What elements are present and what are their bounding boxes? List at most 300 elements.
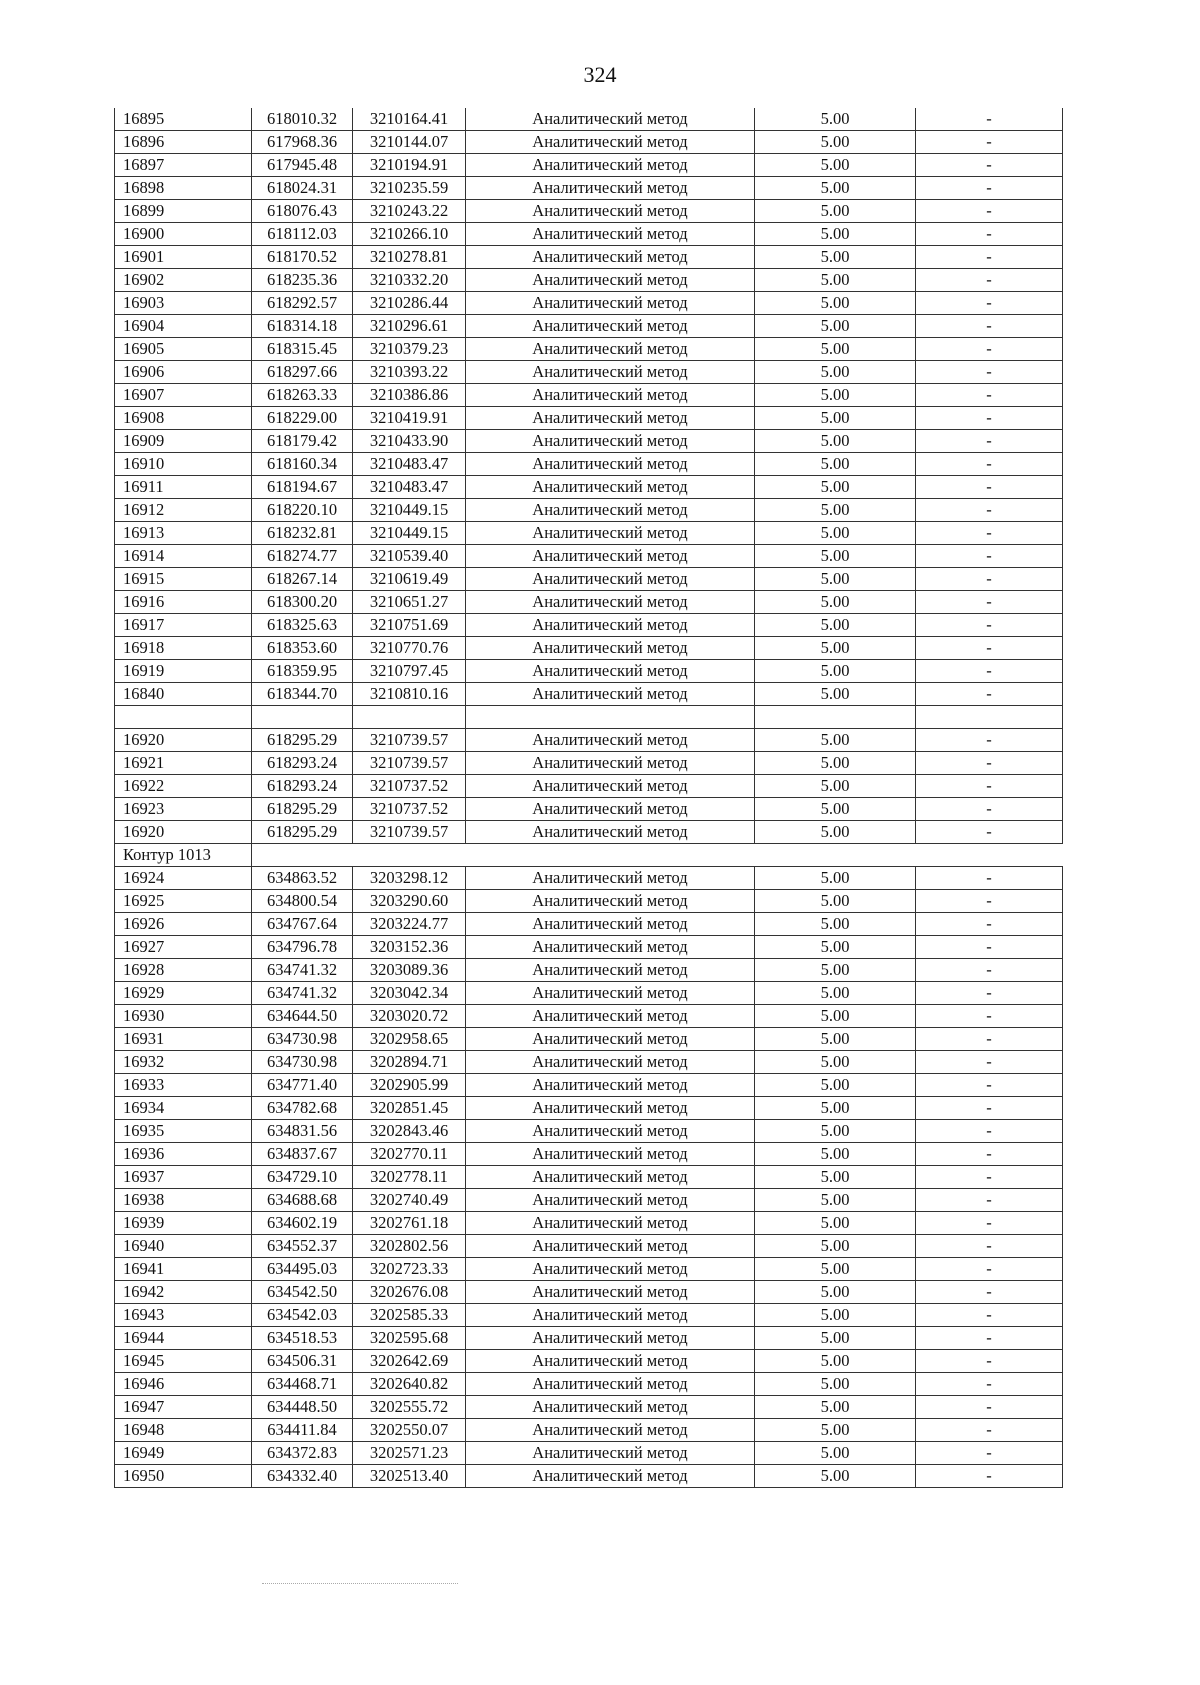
method-cell: Аналитический метод bbox=[466, 1373, 755, 1396]
point-id-cell: 16940 bbox=[115, 1235, 252, 1258]
table-row bbox=[115, 269, 1063, 292]
point-id-cell: 16916 bbox=[115, 591, 252, 614]
y-coordinate-cell: 3210619.49 bbox=[353, 568, 466, 591]
point-id-cell: 16925 bbox=[115, 890, 252, 913]
method-cell: Аналитический метод bbox=[466, 1143, 755, 1166]
y-coordinate-cell: 3210332.20 bbox=[353, 269, 466, 292]
precision-cell: 5.00 bbox=[755, 223, 916, 246]
x-coordinate-cell: 634741.32 bbox=[252, 959, 353, 982]
x-coordinate-cell: 634644.50 bbox=[252, 1005, 353, 1028]
note-cell: - bbox=[916, 1258, 1063, 1281]
y-coordinate-cell: 3202843.46 bbox=[353, 1120, 466, 1143]
table-row bbox=[115, 775, 1063, 798]
point-id-cell: 16912 bbox=[115, 499, 252, 522]
point-id-cell: 16938 bbox=[115, 1189, 252, 1212]
point-id-cell: 16950 bbox=[115, 1465, 252, 1488]
point-id-cell: 16928 bbox=[115, 959, 252, 982]
y-coordinate-cell: 3202640.82 bbox=[353, 1373, 466, 1396]
table-row bbox=[115, 637, 1063, 660]
note-cell: - bbox=[916, 246, 1063, 269]
empty-cell bbox=[466, 844, 755, 867]
x-coordinate-cell: 634767.64 bbox=[252, 913, 353, 936]
y-coordinate-cell: 3210739.57 bbox=[353, 821, 466, 844]
point-id-cell: 16944 bbox=[115, 1327, 252, 1350]
note-cell: - bbox=[916, 890, 1063, 913]
method-cell: Аналитический метод bbox=[466, 1442, 755, 1465]
table-row bbox=[115, 223, 1063, 246]
x-coordinate-cell: 634729.10 bbox=[252, 1166, 353, 1189]
x-coordinate-cell: 618314.18 bbox=[252, 315, 353, 338]
x-coordinate-cell: 618295.29 bbox=[252, 821, 353, 844]
point-id-cell: 16897 bbox=[115, 154, 252, 177]
point-id-cell: 16906 bbox=[115, 361, 252, 384]
blank-row bbox=[115, 706, 1063, 729]
note-cell: - bbox=[916, 1097, 1063, 1120]
method-cell: Аналитический метод bbox=[466, 384, 755, 407]
table-row bbox=[115, 1373, 1063, 1396]
table-row bbox=[115, 890, 1063, 913]
point-id-cell: 16945 bbox=[115, 1350, 252, 1373]
method-cell: Аналитический метод bbox=[466, 1166, 755, 1189]
precision-cell: 5.00 bbox=[755, 1028, 916, 1051]
precision-cell: 5.00 bbox=[755, 591, 916, 614]
x-coordinate-cell: 634602.19 bbox=[252, 1212, 353, 1235]
note-cell: - bbox=[916, 108, 1063, 131]
table-row bbox=[115, 361, 1063, 384]
table-row bbox=[115, 1419, 1063, 1442]
method-cell: Аналитический метод bbox=[466, 108, 755, 131]
point-id-cell: 16948 bbox=[115, 1419, 252, 1442]
x-coordinate-cell: 634837.67 bbox=[252, 1143, 353, 1166]
method-cell: Аналитический метод bbox=[466, 522, 755, 545]
note-cell: - bbox=[916, 798, 1063, 821]
point-id-cell: 16905 bbox=[115, 338, 252, 361]
table-row bbox=[115, 1350, 1063, 1373]
table-row bbox=[115, 1189, 1063, 1212]
y-coordinate-cell: 3210144.07 bbox=[353, 131, 466, 154]
point-id-cell: 16898 bbox=[115, 177, 252, 200]
table-row bbox=[115, 591, 1063, 614]
y-coordinate-cell: 3202740.49 bbox=[353, 1189, 466, 1212]
table-row bbox=[115, 476, 1063, 499]
table-row bbox=[115, 177, 1063, 200]
y-coordinate-cell: 3210737.52 bbox=[353, 775, 466, 798]
point-id-cell: 16915 bbox=[115, 568, 252, 591]
method-cell: Аналитический метод bbox=[466, 1028, 755, 1051]
precision-cell: 5.00 bbox=[755, 131, 916, 154]
x-coordinate-cell: 618229.00 bbox=[252, 407, 353, 430]
precision-cell: 5.00 bbox=[755, 1143, 916, 1166]
method-cell: Аналитический метод bbox=[466, 315, 755, 338]
note-cell: - bbox=[916, 1281, 1063, 1304]
point-id-cell: 16914 bbox=[115, 545, 252, 568]
note-cell: - bbox=[916, 775, 1063, 798]
y-coordinate-cell: 3202851.45 bbox=[353, 1097, 466, 1120]
y-coordinate-cell: 3210449.15 bbox=[353, 522, 466, 545]
precision-cell: 5.00 bbox=[755, 154, 916, 177]
note-cell: - bbox=[916, 499, 1063, 522]
table-row bbox=[115, 1005, 1063, 1028]
precision-cell: 5.00 bbox=[755, 292, 916, 315]
precision-cell: 5.00 bbox=[755, 752, 916, 775]
method-cell: Аналитический метод bbox=[466, 1281, 755, 1304]
method-cell: Аналитический метод bbox=[466, 821, 755, 844]
precision-cell: 5.00 bbox=[755, 568, 916, 591]
y-coordinate-cell: 3202595.68 bbox=[353, 1327, 466, 1350]
method-cell: Аналитический метод bbox=[466, 361, 755, 384]
y-coordinate-cell: 3210433.90 bbox=[353, 430, 466, 453]
point-id-cell: 16936 bbox=[115, 1143, 252, 1166]
x-coordinate-cell: 634332.40 bbox=[252, 1465, 353, 1488]
table-row bbox=[115, 752, 1063, 775]
point-id-cell: 16930 bbox=[115, 1005, 252, 1028]
method-cell: Аналитический метод bbox=[466, 131, 755, 154]
note-cell: - bbox=[916, 1051, 1063, 1074]
precision-cell: 5.00 bbox=[755, 982, 916, 1005]
precision-cell: 5.00 bbox=[755, 1419, 916, 1442]
method-cell: Аналитический метод bbox=[466, 752, 755, 775]
table-row bbox=[115, 1442, 1063, 1465]
precision-cell: 5.00 bbox=[755, 1396, 916, 1419]
x-coordinate-cell: 618263.33 bbox=[252, 384, 353, 407]
empty-cell bbox=[916, 844, 1063, 867]
precision-cell: 5.00 bbox=[755, 269, 916, 292]
y-coordinate-cell: 3210751.69 bbox=[353, 614, 466, 637]
x-coordinate-cell: 634495.03 bbox=[252, 1258, 353, 1281]
y-coordinate-cell: 3203042.34 bbox=[353, 982, 466, 1005]
table-body bbox=[115, 108, 1063, 1488]
y-coordinate-cell: 3202778.11 bbox=[353, 1166, 466, 1189]
table-row bbox=[115, 798, 1063, 821]
point-id-cell: 16932 bbox=[115, 1051, 252, 1074]
x-coordinate-cell: 634863.52 bbox=[252, 867, 353, 890]
y-coordinate-cell: 3210243.22 bbox=[353, 200, 466, 223]
method-cell: Аналитический метод bbox=[466, 729, 755, 752]
point-id-cell: 16929 bbox=[115, 982, 252, 1005]
table-row bbox=[115, 154, 1063, 177]
table-row bbox=[115, 568, 1063, 591]
table-row bbox=[115, 430, 1063, 453]
y-coordinate-cell: 3210286.44 bbox=[353, 292, 466, 315]
y-coordinate-cell: 3202894.71 bbox=[353, 1051, 466, 1074]
note-cell: - bbox=[916, 1396, 1063, 1419]
method-cell: Аналитический метод bbox=[466, 453, 755, 476]
precision-cell: 5.00 bbox=[755, 1304, 916, 1327]
coordinates-table bbox=[114, 108, 1063, 1488]
note-cell: - bbox=[916, 1005, 1063, 1028]
table-row bbox=[115, 246, 1063, 269]
point-id-cell: 16904 bbox=[115, 315, 252, 338]
x-coordinate-cell: 634542.50 bbox=[252, 1281, 353, 1304]
note-cell: - bbox=[916, 821, 1063, 844]
note-cell: - bbox=[916, 982, 1063, 1005]
note-cell: - bbox=[916, 1120, 1063, 1143]
x-coordinate-cell: 618274.77 bbox=[252, 545, 353, 568]
x-coordinate-cell: 634518.53 bbox=[252, 1327, 353, 1350]
precision-cell: 5.00 bbox=[755, 936, 916, 959]
precision-cell: 5.00 bbox=[755, 867, 916, 890]
precision-cell: 5.00 bbox=[755, 476, 916, 499]
point-id-cell: 16840 bbox=[115, 683, 252, 706]
method-cell: Аналитический метод bbox=[466, 223, 755, 246]
note-cell: - bbox=[916, 752, 1063, 775]
note-cell: - bbox=[916, 1143, 1063, 1166]
note-cell: - bbox=[916, 315, 1063, 338]
method-cell: Аналитический метод bbox=[466, 1235, 755, 1258]
y-coordinate-cell: 3210651.27 bbox=[353, 591, 466, 614]
precision-cell: 5.00 bbox=[755, 1350, 916, 1373]
note-cell: - bbox=[916, 614, 1063, 637]
y-coordinate-cell: 3210797.45 bbox=[353, 660, 466, 683]
precision-cell: 5.00 bbox=[755, 798, 916, 821]
method-cell: Аналитический метод bbox=[466, 660, 755, 683]
point-id-cell: 16909 bbox=[115, 430, 252, 453]
empty-cell bbox=[755, 706, 916, 729]
note-cell: - bbox=[916, 292, 1063, 315]
y-coordinate-cell: 3210379.23 bbox=[353, 338, 466, 361]
x-coordinate-cell: 634800.54 bbox=[252, 890, 353, 913]
table-row bbox=[115, 522, 1063, 545]
x-coordinate-cell: 618315.45 bbox=[252, 338, 353, 361]
table-row bbox=[115, 729, 1063, 752]
x-coordinate-cell: 634372.83 bbox=[252, 1442, 353, 1465]
x-coordinate-cell: 618076.43 bbox=[252, 200, 353, 223]
precision-cell: 5.00 bbox=[755, 384, 916, 407]
y-coordinate-cell: 3210770.76 bbox=[353, 637, 466, 660]
method-cell: Аналитический метод bbox=[466, 614, 755, 637]
y-coordinate-cell: 3203089.36 bbox=[353, 959, 466, 982]
x-coordinate-cell: 618300.20 bbox=[252, 591, 353, 614]
precision-cell: 5.00 bbox=[755, 1258, 916, 1281]
table-row bbox=[115, 292, 1063, 315]
point-id-cell: 16908 bbox=[115, 407, 252, 430]
method-cell: Аналитический метод bbox=[466, 177, 755, 200]
precision-cell: 5.00 bbox=[755, 1281, 916, 1304]
precision-cell: 5.00 bbox=[755, 407, 916, 430]
method-cell: Аналитический метод bbox=[466, 545, 755, 568]
precision-cell: 5.00 bbox=[755, 1442, 916, 1465]
table-row bbox=[115, 614, 1063, 637]
table-row bbox=[115, 407, 1063, 430]
precision-cell: 5.00 bbox=[755, 1327, 916, 1350]
table-row bbox=[115, 660, 1063, 683]
y-coordinate-cell: 3210449.15 bbox=[353, 499, 466, 522]
x-coordinate-cell: 634542.03 bbox=[252, 1304, 353, 1327]
page-number: 324 bbox=[583, 62, 617, 87]
note-cell: - bbox=[916, 591, 1063, 614]
method-cell: Аналитический метод bbox=[466, 292, 755, 315]
y-coordinate-cell: 3210278.81 bbox=[353, 246, 466, 269]
method-cell: Аналитический метод bbox=[466, 1189, 755, 1212]
note-cell: - bbox=[916, 154, 1063, 177]
note-cell: - bbox=[916, 1327, 1063, 1350]
table-row bbox=[115, 936, 1063, 959]
method-cell: Аналитический метод bbox=[466, 430, 755, 453]
note-cell: - bbox=[916, 683, 1063, 706]
note-cell: - bbox=[916, 1074, 1063, 1097]
empty-cell bbox=[755, 844, 916, 867]
y-coordinate-cell: 3210393.22 bbox=[353, 361, 466, 384]
method-cell: Аналитический метод bbox=[466, 246, 755, 269]
method-cell: Аналитический метод bbox=[466, 1005, 755, 1028]
y-coordinate-cell: 3210483.47 bbox=[353, 453, 466, 476]
method-cell: Аналитический метод bbox=[466, 1419, 755, 1442]
method-cell: Аналитический метод bbox=[466, 1074, 755, 1097]
x-coordinate-cell: 618295.29 bbox=[252, 729, 353, 752]
x-coordinate-cell: 634448.50 bbox=[252, 1396, 353, 1419]
table-row bbox=[115, 1120, 1063, 1143]
method-cell: Аналитический метод bbox=[466, 1396, 755, 1419]
point-id-cell: 16901 bbox=[115, 246, 252, 269]
note-cell: - bbox=[916, 1166, 1063, 1189]
table-row bbox=[115, 200, 1063, 223]
point-id-cell: 16926 bbox=[115, 913, 252, 936]
empty-cell bbox=[353, 706, 466, 729]
point-id-cell: 16939 bbox=[115, 1212, 252, 1235]
y-coordinate-cell: 3210539.40 bbox=[353, 545, 466, 568]
x-coordinate-cell: 618353.60 bbox=[252, 637, 353, 660]
point-id-cell: 16937 bbox=[115, 1166, 252, 1189]
y-coordinate-cell: 3202550.07 bbox=[353, 1419, 466, 1442]
method-cell: Аналитический метод bbox=[466, 890, 755, 913]
method-cell: Аналитический метод bbox=[466, 683, 755, 706]
note-cell: - bbox=[916, 407, 1063, 430]
y-coordinate-cell: 3210739.57 bbox=[353, 752, 466, 775]
note-cell: - bbox=[916, 177, 1063, 200]
note-cell: - bbox=[916, 1373, 1063, 1396]
x-coordinate-cell: 634552.37 bbox=[252, 1235, 353, 1258]
precision-cell: 5.00 bbox=[755, 913, 916, 936]
point-id-cell: 16947 bbox=[115, 1396, 252, 1419]
table-row bbox=[115, 1166, 1063, 1189]
table-row bbox=[115, 453, 1063, 476]
table-row bbox=[115, 108, 1063, 131]
method-cell: Аналитический метод bbox=[466, 798, 755, 821]
method-cell: Аналитический метод bbox=[466, 1258, 755, 1281]
table-row bbox=[115, 384, 1063, 407]
point-id-cell: 16919 bbox=[115, 660, 252, 683]
y-coordinate-cell: 3202585.33 bbox=[353, 1304, 466, 1327]
note-cell: - bbox=[916, 200, 1063, 223]
precision-cell: 5.00 bbox=[755, 430, 916, 453]
note-cell: - bbox=[916, 338, 1063, 361]
table-row bbox=[115, 1327, 1063, 1350]
method-cell: Аналитический метод bbox=[466, 338, 755, 361]
y-coordinate-cell: 3203290.60 bbox=[353, 890, 466, 913]
point-id-cell: 16896 bbox=[115, 131, 252, 154]
y-coordinate-cell: 3202761.18 bbox=[353, 1212, 466, 1235]
x-coordinate-cell: 618293.24 bbox=[252, 752, 353, 775]
table-row bbox=[115, 1143, 1063, 1166]
point-id-cell: 16910 bbox=[115, 453, 252, 476]
method-cell: Аналитический метод bbox=[466, 1350, 755, 1373]
note-cell: - bbox=[916, 453, 1063, 476]
y-coordinate-cell: 3210235.59 bbox=[353, 177, 466, 200]
note-cell: - bbox=[916, 1189, 1063, 1212]
note-cell: - bbox=[916, 1304, 1063, 1327]
x-coordinate-cell: 634730.98 bbox=[252, 1051, 353, 1074]
y-coordinate-cell: 3210483.47 bbox=[353, 476, 466, 499]
precision-cell: 5.00 bbox=[755, 200, 916, 223]
x-coordinate-cell: 634411.84 bbox=[252, 1419, 353, 1442]
table-row bbox=[115, 315, 1063, 338]
x-coordinate-cell: 618359.95 bbox=[252, 660, 353, 683]
y-coordinate-cell: 3210194.91 bbox=[353, 154, 466, 177]
x-coordinate-cell: 634796.78 bbox=[252, 936, 353, 959]
precision-cell: 5.00 bbox=[755, 499, 916, 522]
y-coordinate-cell: 3203298.12 bbox=[353, 867, 466, 890]
point-id-cell: 16949 bbox=[115, 1442, 252, 1465]
y-coordinate-cell: 3202513.40 bbox=[353, 1465, 466, 1488]
note-cell: - bbox=[916, 936, 1063, 959]
y-coordinate-cell: 3210266.10 bbox=[353, 223, 466, 246]
method-cell: Аналитический метод bbox=[466, 982, 755, 1005]
point-id-cell: 16931 bbox=[115, 1028, 252, 1051]
method-cell: Аналитический метод bbox=[466, 1051, 755, 1074]
empty-cell bbox=[466, 706, 755, 729]
precision-cell: 5.00 bbox=[755, 890, 916, 913]
precision-cell: 5.00 bbox=[755, 821, 916, 844]
method-cell: Аналитический метод bbox=[466, 499, 755, 522]
note-cell: - bbox=[916, 269, 1063, 292]
precision-cell: 5.00 bbox=[755, 108, 916, 131]
point-id-cell: 16911 bbox=[115, 476, 252, 499]
table-row bbox=[115, 1097, 1063, 1120]
precision-cell: 5.00 bbox=[755, 1074, 916, 1097]
note-cell: - bbox=[916, 1442, 1063, 1465]
y-coordinate-cell: 3202802.56 bbox=[353, 1235, 466, 1258]
table-row bbox=[115, 982, 1063, 1005]
x-coordinate-cell: 618220.10 bbox=[252, 499, 353, 522]
note-cell: - bbox=[916, 131, 1063, 154]
x-coordinate-cell: 618235.36 bbox=[252, 269, 353, 292]
x-coordinate-cell: 618293.24 bbox=[252, 775, 353, 798]
precision-cell: 5.00 bbox=[755, 338, 916, 361]
point-id-cell: 16921 bbox=[115, 752, 252, 775]
point-id-cell: 16943 bbox=[115, 1304, 252, 1327]
x-coordinate-cell: 617968.36 bbox=[252, 131, 353, 154]
precision-cell: 5.00 bbox=[755, 1005, 916, 1028]
precision-cell: 5.00 bbox=[755, 1166, 916, 1189]
table-row bbox=[115, 1051, 1063, 1074]
table-row bbox=[115, 1074, 1063, 1097]
precision-cell: 5.00 bbox=[755, 1465, 916, 1488]
table-row bbox=[115, 1258, 1063, 1281]
x-coordinate-cell: 618194.67 bbox=[252, 476, 353, 499]
precision-cell: 5.00 bbox=[755, 246, 916, 269]
y-coordinate-cell: 3203020.72 bbox=[353, 1005, 466, 1028]
y-coordinate-cell: 3202905.99 bbox=[353, 1074, 466, 1097]
point-id-cell: 16900 bbox=[115, 223, 252, 246]
y-coordinate-cell: 3210386.86 bbox=[353, 384, 466, 407]
x-coordinate-cell: 634468.71 bbox=[252, 1373, 353, 1396]
y-coordinate-cell: 3203152.36 bbox=[353, 936, 466, 959]
x-coordinate-cell: 634831.56 bbox=[252, 1120, 353, 1143]
note-cell: - bbox=[916, 660, 1063, 683]
x-coordinate-cell: 618170.52 bbox=[252, 246, 353, 269]
method-cell: Аналитический метод bbox=[466, 1465, 755, 1488]
empty-cell bbox=[916, 706, 1063, 729]
note-cell: - bbox=[916, 1419, 1063, 1442]
table-row bbox=[115, 545, 1063, 568]
table-row bbox=[115, 683, 1063, 706]
method-cell: Аналитический метод bbox=[466, 1120, 755, 1143]
precision-cell: 5.00 bbox=[755, 545, 916, 568]
table-row bbox=[115, 1396, 1063, 1419]
point-id-cell: 16942 bbox=[115, 1281, 252, 1304]
note-cell: - bbox=[916, 1350, 1063, 1373]
empty-cell bbox=[115, 706, 252, 729]
